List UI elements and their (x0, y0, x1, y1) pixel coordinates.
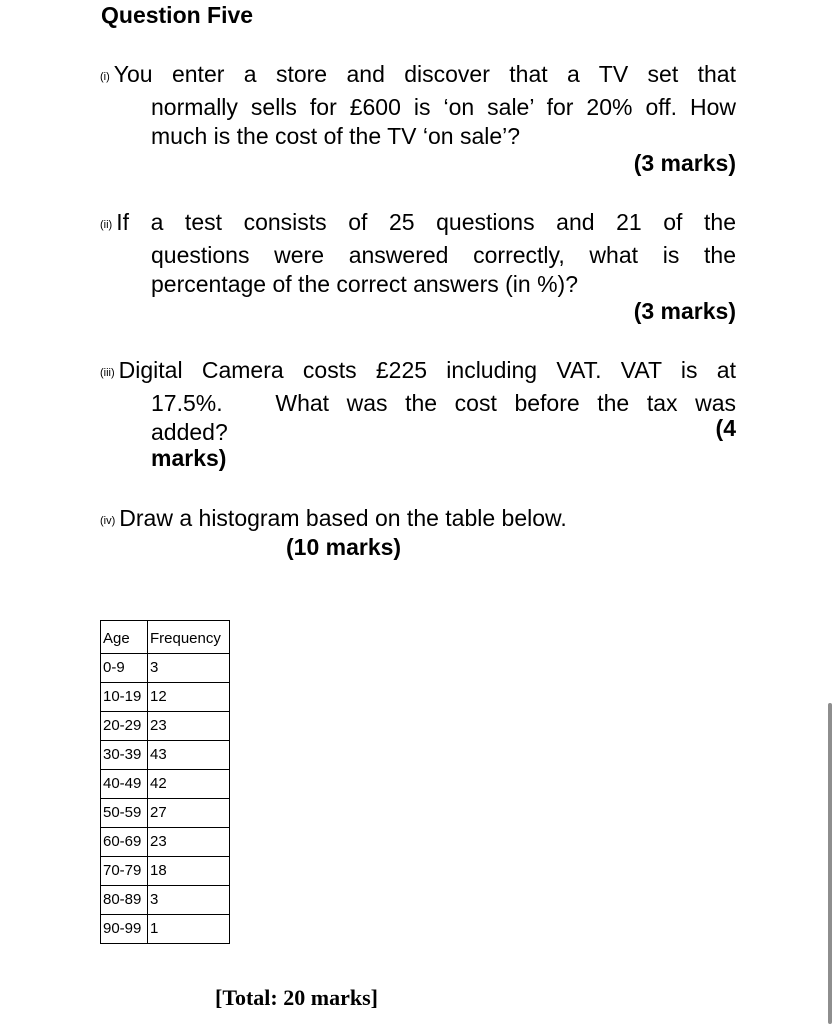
question-number: (iii) (100, 367, 115, 379)
marks-label: marks) (151, 445, 227, 471)
table-header-row (101, 621, 230, 654)
age-cell: 80-89 (101, 886, 148, 915)
frequency-cell: 3 (148, 654, 230, 683)
table-row (101, 741, 230, 770)
frequency-cell: 18 (148, 857, 230, 886)
age-cell: 70-79 (101, 857, 148, 886)
frequency-cell: 12 (148, 683, 230, 712)
table-row (101, 799, 230, 828)
table-row (101, 915, 230, 944)
frequency-table (100, 620, 230, 944)
table-row (101, 712, 230, 741)
table-header-frequency: Frequency (148, 621, 230, 654)
table-row (101, 886, 230, 915)
frequency-cell: 27 (148, 799, 230, 828)
question-number: (i) (100, 71, 110, 83)
marks-label: (10 marks) (286, 534, 402, 560)
frequency-cell: 23 (148, 828, 230, 857)
question-text-line: You enter a store and discover that a TV set that (113, 61, 736, 87)
table-row (101, 654, 230, 683)
question-i (100, 60, 736, 152)
question-heading: Question Five (101, 2, 254, 28)
marks-label: (4 (715, 415, 736, 441)
question-text-line: Digital Camera costs £225 including VAT. VAT is at (118, 357, 736, 383)
total-marks: [Total: 20 marks] (215, 985, 378, 1010)
question-ii (100, 208, 736, 300)
age-cell: 40-49 (101, 770, 148, 799)
age-cell: 60-69 (101, 828, 148, 857)
table-row (101, 683, 230, 712)
question-text-line: questions were answered correctly, what is the (151, 241, 736, 268)
frequency-cell: 3 (148, 886, 230, 915)
age-cell: 90-99 (101, 915, 148, 944)
question-text-line: Draw a histogram based on the table below. (119, 505, 567, 531)
vertical-scrollbar[interactable] (828, 703, 832, 1024)
frequency-cell: 23 (148, 712, 230, 741)
marks-label: (3 marks) (633, 150, 736, 176)
question-text-line: normally sells for £600 is ‘on sale’ for 20% off. How (151, 93, 736, 120)
question-text-line: percentage of the correct answers (in %)? (151, 271, 578, 297)
age-cell: 0-9 (101, 654, 148, 683)
table-header-age: Age (101, 621, 148, 654)
table-row (101, 828, 230, 857)
age-cell: 50-59 (101, 799, 148, 828)
question-text-line: If a test consists of 25 questions and 21 of the (116, 209, 736, 235)
question-text-line: much is the cost of the TV ‘on sale’? (151, 123, 521, 149)
marks-label: (3 marks) (633, 298, 736, 324)
table-row (101, 857, 230, 886)
question-text-line: added? (151, 419, 228, 445)
table-row (101, 770, 230, 799)
age-cell: 10-19 (101, 683, 148, 712)
question-number: (iv) (100, 515, 116, 527)
frequency-cell: 43 (148, 741, 230, 770)
question-text-line: 17.5%. What was the cost before the tax was (151, 389, 736, 416)
frequency-cell: 1 (148, 915, 230, 944)
question-number: (ii) (100, 219, 113, 231)
age-cell: 30-39 (101, 741, 148, 770)
question-iii (100, 356, 736, 448)
question-iv (100, 504, 736, 537)
age-cell: 20-29 (101, 712, 148, 741)
frequency-cell: 42 (148, 770, 230, 799)
